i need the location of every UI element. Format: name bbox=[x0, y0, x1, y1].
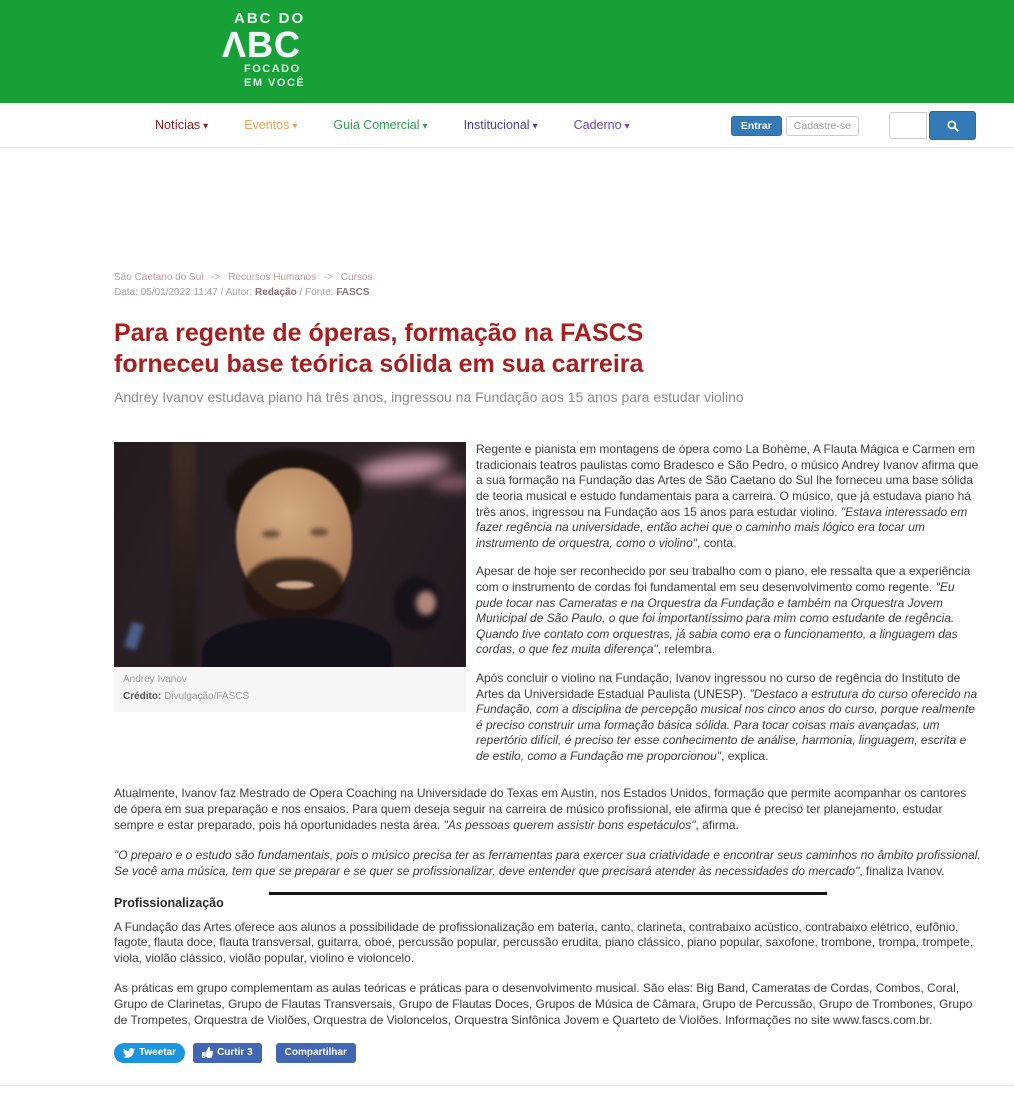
logo-tagline-2: EM VOCÊ bbox=[244, 76, 306, 89]
photo-caption: Andrey Ivanov bbox=[123, 674, 187, 686]
tweet-button[interactable]: Tweetar bbox=[114, 1043, 185, 1063]
quote-text: "Estava interessado em fazer regência na universidade, então achei que o caminho mais lógico era tocar um instrumento de orquestra, como o violino" bbox=[476, 504, 968, 550]
breadcrumb-sao-caetano[interactable]: São Caetano do Sul bbox=[114, 272, 204, 283]
nav-item-guia-comercial[interactable]: Guia Comercial ▾ bbox=[333, 118, 428, 132]
site-logo[interactable] bbox=[222, 10, 352, 91]
photo-man-suit bbox=[202, 618, 392, 667]
chevron-down-icon: ▾ bbox=[203, 121, 209, 132]
logo-top-text: ABC DO bbox=[234, 10, 306, 27]
nav-right-controls bbox=[731, 103, 976, 148]
meta-date: Data: 05/01/2022 11:47 / Autor: bbox=[114, 287, 256, 298]
logo-tagline-1: FOCADO bbox=[244, 63, 301, 75]
search-icon bbox=[946, 119, 960, 133]
meta-source: FASCS bbox=[336, 287, 370, 298]
facebook-like-button[interactable]: Curtir 3 bbox=[193, 1043, 262, 1063]
body-text: , explica. bbox=[721, 748, 769, 763]
logo-main-text: ΛBC bbox=[222, 24, 302, 65]
photo-credit-label: Crédito: bbox=[123, 691, 162, 703]
article-top-section bbox=[114, 442, 982, 777]
quote-text: "As pessoas querem assistir bons espetáculos" bbox=[443, 818, 696, 833]
breadcrumb-separator: -> bbox=[323, 272, 334, 283]
chevron-down-icon: ▾ bbox=[422, 121, 428, 132]
photo-caption-box bbox=[114, 667, 466, 712]
twitter-bird-icon bbox=[123, 1047, 135, 1059]
article-subtitle: Andrey Ivanov estudava piano há três anos, ingressou na Fundação aos 15 anos para estudar violino bbox=[114, 389, 744, 405]
nav-item-caderno[interactable]: Caderno ▾ bbox=[573, 118, 630, 132]
social-share-row bbox=[114, 1043, 982, 1063]
photo-man-beard bbox=[244, 558, 344, 624]
body-text: Após concluir o violino na Fundação, Ivanov ingressou no curso de regência do Instituto de Artes da Universidade Estadual Paulista (UNESP). bbox=[476, 670, 961, 701]
facebook-share-button[interactable]: Compartilhar bbox=[276, 1043, 356, 1063]
profissionalizacao-section bbox=[114, 920, 982, 1029]
article-paragraph bbox=[114, 920, 982, 967]
body-text: A Fundação das Artes oferece aos alunos a possibilidade de profissionalização em bateria, canto, clarineta, contrabaixo acústico, contrabaixo elétrico, eufônio, fagote, flauta doce, flauta transversal, guitarra, oboé, percussão popular, percussão erudita, piano clássico, piano popular, saxofone, trombone, trompa, trompete, viola, violão clássico, violão popular, violino e violoncelo. bbox=[114, 919, 974, 966]
body-text: Regente e pianista em montagens de ópera como La Bohème, A Flauta Mágica e Carmen em tradicionais teatros paulistas como Bradesco e São Pedro, o músico Andrey Ivanov afirma que a sua formação na Fundação das Artes de São Caetano do Sul lhe forneceu uma base sólida de teoria musical e estudo fundamentais para a carreira. O músico, que já estudava piano há três anos, ingressou na Fundação aos 15 anos para estudar violino. bbox=[476, 442, 979, 519]
section-divider bbox=[269, 892, 827, 895]
chevron-down-icon: ▾ bbox=[624, 121, 630, 132]
article-body-column bbox=[476, 442, 982, 777]
article-paragraph bbox=[114, 981, 982, 1028]
section-heading: Profissionalização bbox=[114, 895, 224, 910]
page-title: Para regente de óperas, formação na FASCS forneceu base teórica sólida em sua carreira bbox=[114, 319, 644, 378]
article-paragraph bbox=[114, 848, 982, 880]
search-input[interactable] bbox=[889, 112, 927, 139]
photo-credit: Crédito: Divulgação/FASCS bbox=[123, 691, 250, 703]
chevron-down-icon: ▾ bbox=[532, 121, 538, 132]
section-heading-row bbox=[114, 896, 982, 910]
nav-item-eventos[interactable]: Eventos ▾ bbox=[244, 118, 298, 132]
body-text: , finaliza Ivanov. bbox=[859, 863, 945, 878]
article-paragraph bbox=[114, 786, 982, 833]
quote-text: "Destaco a estrutura do curso oferecido na Fundação, com a disciplina de percepção musical nos cinco anos do curso, porque realmente é preciso construir uma formação básica sólida. Para tocar coisas mais avançadas, um repertório difícil, é preciso ter esse conhecimento de análise, harmonia, linguagem, escrita e de estilo, como a Fundação me proporcionou" bbox=[476, 686, 978, 763]
article-photo-figure bbox=[114, 442, 466, 777]
article-page bbox=[114, 148, 982, 1086]
breadcrumb-separator: -> bbox=[211, 272, 221, 283]
article-paragraph bbox=[476, 442, 982, 551]
chevron-down-icon: ▾ bbox=[292, 121, 298, 132]
quote-text: "Eu pude tocar nas Cameratas e na Orquestra da Fundação e também na Orquestra Jovem Municipal de São Paulo, o que foi importantíssimo para mim como estudante de regência. Quando tive contato com orquestras, já sabia como era o funcionamento, a linguagem das cordas, o que fez muita diferença" bbox=[476, 579, 958, 657]
photo-ceiling-light-2 bbox=[430, 476, 466, 490]
article-photo bbox=[114, 442, 466, 667]
body-text: , afirma. bbox=[695, 818, 739, 833]
body-text: As práticas em grupo complementam as aulas teóricas e práticas para o desenvolvimento musical. São elas: Big Band, Cameratas de Cordas, Combos, Coral, Grupo de Clarinetas, Grupo de Flautas Transversais, Grupo de Flautas Doces, Grupos de Música de Câmara, Grupo de Percussão, Grupo de Trombones, Grupo de Trompetes, Orquestra de Violões, Orquestra de Violoncelos, Orquestra Sinfônica Jovem e Quarteto de Violões. Informações no site www.fascs.com.br. bbox=[114, 981, 973, 1027]
search-button[interactable] bbox=[929, 111, 976, 140]
site-header bbox=[0, 0, 1014, 103]
nav-item-noticias[interactable]: Notícias ▾ bbox=[155, 118, 209, 132]
meta-source-label: / Fonte: bbox=[296, 287, 337, 298]
photo-background-pillar bbox=[172, 442, 196, 667]
article-paragraph bbox=[476, 564, 982, 658]
body-text: , conta. bbox=[697, 535, 737, 550]
breadcrumb-cursos[interactable]: Cursos bbox=[340, 272, 373, 283]
quote-text: "O preparo e o estudo são fundamentais, pois o músico precisa ter as ferramentas para exercer sua criatividade e encontrar seus caminhos no âmbito profissional. Se você ama música, tem que se preparar e se quer se profissionalizar, deve entender que precisará atender às necessidades do mercado" bbox=[114, 847, 981, 878]
body-text: Apesar de hoje ser reconhecido por seu trabalho com o piano, ele ressalta que a experiência com o instrumento de cordas foi fundamental em seu desenvolvimento como regente. bbox=[476, 564, 971, 594]
nav-item-institucional[interactable]: Institucional ▾ bbox=[463, 118, 538, 132]
article-meta bbox=[114, 287, 982, 298]
breadcrumb-recursos-humanos[interactable]: Recursos Humanos bbox=[228, 272, 317, 283]
body-text: Atualmente, Ivanov faz Mestrado de Opera Coaching na Universidade do Texas em Austin, nos Estados Unidos, formação que permite acompanhar os cantores de ópera em sua preparação e nos ensaios. Para quem deseja seguir na carreira de músico profissional, ele afirma que é preciso ter planejamento, estudar sempre e estar preparado, pois há oportunidades nesta área. bbox=[114, 786, 967, 833]
register-button[interactable]: Cadastre-se bbox=[786, 116, 859, 136]
article-paragraph bbox=[476, 671, 982, 765]
search-group bbox=[889, 111, 976, 140]
breadcrumb bbox=[114, 272, 982, 283]
login-button[interactable]: Entrar bbox=[731, 116, 782, 136]
thumbs-up-icon bbox=[202, 1047, 213, 1058]
bottom-divider bbox=[0, 1085, 1014, 1086]
meta-author: Redação bbox=[255, 287, 297, 298]
main-nav bbox=[0, 103, 1014, 148]
body-text: , relembra. bbox=[657, 642, 716, 657]
article-body-full bbox=[114, 786, 982, 879]
photo-background-detail bbox=[124, 622, 143, 650]
